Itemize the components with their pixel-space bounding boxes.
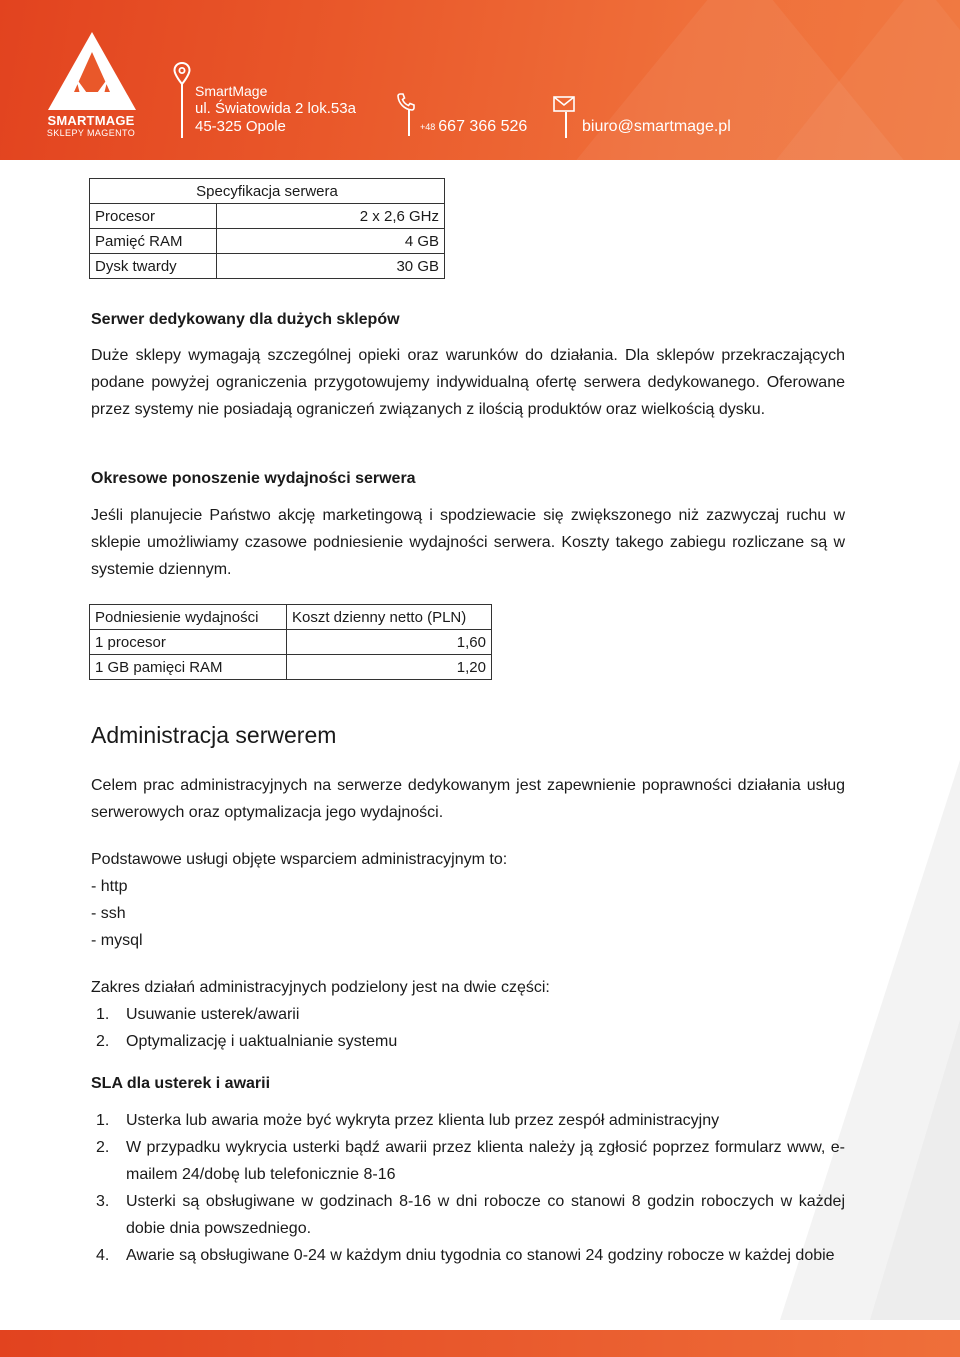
section-text-dedicated: Duże sklepy wymagają szczególnej opieki oraz warunków do działania. Dla sklepów przekraczających podane powyżej ograniczenia przygotowujemy indywidualną ofertę serwera dedykowanego. Oferowane przez systemy nie posiadają ograniczeń związanych z ilością produktów oraz wielkością dysku. — [91, 347, 845, 418]
list-item — [91, 1028, 845, 1055]
list-text: Usuwanie usterek/awarii — [126, 1006, 300, 1023]
table-row — [90, 630, 492, 655]
list-text: Usterki są obsługiwane w godzinach 8-16 w dni robocze co stanowi 8 godzin roboczych w każdej dobie dnia powszedniego. — [126, 1193, 845, 1237]
header-banner — [0, 0, 960, 160]
spec-value: 4 GB — [217, 229, 445, 254]
company-address — [195, 82, 356, 136]
background-decoration — [870, 1020, 960, 1320]
list-item — [91, 1188, 845, 1242]
perf-value: 1,60 — [287, 630, 492, 655]
section-heading-dedicated: Serwer dedykowany dla dużych sklepów — [91, 311, 400, 328]
list-item — [91, 1242, 845, 1269]
server-spec-table — [89, 178, 445, 279]
spec-value: 30 GB — [217, 254, 445, 279]
logo-subtitle: SKLEPY MAGENTO — [46, 128, 136, 138]
list-text: Awarie są obsługiwane 0-24 w każdym dniu tygodnia co stanowi 24 godziny robocze w każdej dobie — [126, 1247, 835, 1264]
mail-divider — [565, 112, 567, 138]
list-item: - mysql — [91, 932, 143, 949]
perf-label: 1 procesor — [90, 630, 287, 655]
list-number: 1. — [96, 1112, 110, 1129]
list-text: Optymalizację i uaktualnianie systemu — [126, 1033, 398, 1050]
services-intro: Podstawowe usługi objęte wsparciem administracyjnym to: — [91, 851, 508, 868]
footer-bar — [0, 1330, 960, 1357]
spec-table-title: Specyfikacja serwera — [90, 179, 445, 204]
phone-icon — [396, 92, 416, 112]
section-text-admin: Celem prac administracyjnych na serwerze dedykowanym jest zapewnienie poprawności działania usług serwerowych oraz optymalizacja jego wydajności. — [91, 777, 845, 821]
spec-value: 2 x 2,6 GHz — [217, 204, 445, 229]
list-item: - http — [91, 878, 128, 895]
perf-label: 1 GB pamięci RAM — [90, 655, 287, 680]
company-street: ul. Światowida 2 lok.53a — [195, 100, 356, 117]
logo-name: SMARTMAGE — [47, 113, 135, 128]
list-number: 4. — [96, 1247, 110, 1264]
header-decoration — [760, 0, 960, 160]
admin-parts-list — [91, 1001, 845, 1055]
phone-number: 667 366 526 — [438, 118, 528, 135]
spec-label: Dysk twardy — [90, 254, 217, 279]
list-item — [91, 1134, 845, 1188]
table-row — [90, 229, 445, 254]
company-name: SmartMage — [195, 83, 268, 99]
performance-cost-table — [89, 604, 492, 680]
company-city: 45-325 Opole — [195, 118, 286, 135]
sla-list — [91, 1107, 845, 1269]
table-header-row — [90, 605, 492, 630]
list-number: 2. — [96, 1139, 110, 1156]
company-email[interactable]: biuro@smartmage.pl — [582, 118, 731, 135]
list-number: 3. — [96, 1193, 110, 1210]
list-text: Usterka lub awaria może być wykryta przez klienta lub przez zespół administracyjny — [126, 1112, 720, 1129]
address-divider — [181, 84, 183, 138]
phone-prefix: +48 — [420, 121, 436, 132]
company-phone[interactable] — [420, 118, 527, 136]
list-item — [91, 1001, 845, 1028]
table-row — [90, 204, 445, 229]
section-heading-periodic: Okresowe ponoszenie wydajności serwera — [91, 470, 416, 487]
section-text-periodic: Jeśli planujecie Państwo akcję marketingową i spodziewacie się zwiększonego niż zazwyczaj ruchu w sklepie umożliwiamy czasowe podniesienie wydajności serwera. Koszty takego zabiegu rozliczane są w systemie dziennym. — [91, 507, 845, 578]
location-pin-icon — [173, 62, 191, 86]
spec-label: Procesor — [90, 204, 217, 229]
spec-label: Pamięć RAM — [90, 229, 217, 254]
table-header-cell: Koszt dzienny netto (PLN) — [287, 605, 492, 630]
section-heading-sla: SLA dla usterek i awarii — [91, 1075, 271, 1092]
parts-intro: Zakres działań administracyjnych podzielony jest na dwie części: — [91, 979, 550, 996]
table-row — [90, 655, 492, 680]
list-number: 1. — [96, 1006, 110, 1023]
list-item — [91, 1107, 845, 1134]
section-heading-admin: Administracja serwerem — [91, 722, 337, 748]
list-item: - ssh — [91, 905, 126, 922]
mail-icon — [553, 96, 575, 112]
list-number: 2. — [96, 1033, 110, 1050]
table-header-cell: Podniesienie wydajności — [90, 605, 287, 630]
table-row — [90, 254, 445, 279]
phone-divider — [408, 110, 410, 136]
list-text: W przypadku wykrycia usterki bądź awarii przez klienta należy ją zgłosić poprzez formularz www, e-mailem 24/dobę lub telefonicznie 8-16 — [126, 1139, 845, 1183]
perf-value: 1,20 — [287, 655, 492, 680]
